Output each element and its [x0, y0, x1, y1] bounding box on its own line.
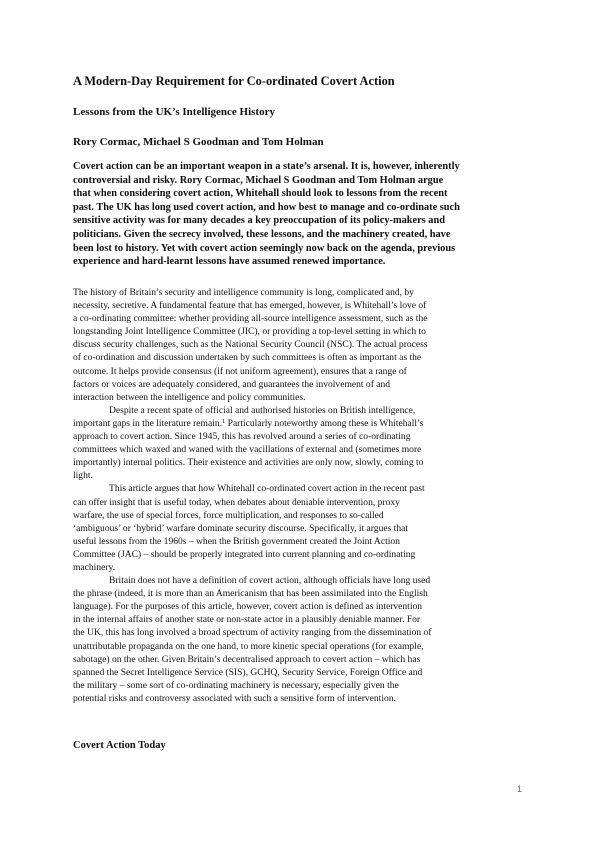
body-line: This article argues that how Whitehall co-ordinated covert action in the recent past [109, 483, 425, 495]
body-line: spanned the Secret Intelligence Service (SIS), GCHQ, Security Service, Foreign Office and [73, 666, 423, 678]
body-line: can offer insight that is useful today, when debates about deniable intervention, proxy [73, 496, 400, 508]
body-line-text: important gaps in the literature remain. [73, 417, 222, 429]
body-line: sabotage) on the other. Given Britain’s decentralised approach to covert action – which has [73, 653, 421, 665]
body-line: ‘ambiguous’ or ‘hybrid’ warfare dominate security discourse. Specifically, it argues that [73, 522, 409, 534]
body-line: potential risks and controversy associated with such a sensitive form of intervention. [73, 692, 396, 704]
body-line: discuss security challenges, such as the National Security Council (NSC). The actual process [73, 339, 428, 351]
body-line: importantly) internal politics. Their existence and activities are only now, slowly, coming to [73, 457, 424, 469]
body-line-with-footnote [73, 417, 523, 430]
body-line: outcome. It helps provide consensus (if not uniform agreement), ensures that a range of [73, 365, 407, 377]
body-line: longstanding Joint Intelligence Committee (JIC), or providing a top-level setting in which to [73, 326, 426, 338]
body-line: in the internal affairs of another state or non-state actor in a plausibly deniable manner. For [73, 614, 421, 626]
body-line: warfare, the use of special forces, force multiplication, and responses to so-called [73, 509, 384, 521]
abstract-line: politicians. Given the secrecy involved, these lessons, and the machinery created, have [73, 228, 451, 240]
abstract-line: past. The UK has long used covert action, and how best to manage and co-ordinate such [73, 201, 460, 213]
body-line: the military – some sort of co-ordinating machinery is necessary, especially given the [73, 679, 399, 691]
footnote-marker[interactable]: 1 [222, 417, 226, 425]
body-line: Britain does not have a definition of covert action, although officials have long used [109, 575, 431, 587]
body-text [73, 286, 523, 705]
body-line-text: Particularly noteworthy among these is Whitehall’s [225, 417, 424, 429]
body-line: Committee (JAC) – should be properly integrated into current planning and co-ordinating [73, 548, 416, 560]
page-number: 1 [517, 784, 523, 794]
body-line: approach to covert action. Since 1945, this has revolved around a series of co-ordinating [73, 431, 411, 443]
abstract-line: that when considering covert action, Whitehall should look to lessons from the recent [73, 188, 448, 200]
body-line: of co-ordination and discussion undertaken by such committees is often as important as the [73, 352, 422, 364]
body-line: machinery. [73, 561, 116, 573]
section-heading: Covert Action Today [73, 740, 166, 751]
article-authors: Rory Cormac, Michael S Goodman and Tom Holman [73, 136, 324, 148]
body-line: interaction between the intelligence and policy communities. [73, 391, 306, 403]
body-line: The history of Britain’s security and intelligence community is long, complicated and, by [73, 287, 414, 298]
body-line: a co-ordinating committee: whether providing all-source intelligence assessment, such as the [73, 313, 428, 325]
body-line: the phrase (indeed, it is more than an Americanism that has been assimilated into the English [73, 588, 428, 600]
abstract-line: controversial and risky. Rory Cormac, Michael S Goodman and Tom Holman argue [73, 174, 444, 186]
abstract-line: experience and hard-learnt lessons have assumed renewed importance. [73, 256, 386, 268]
body-line: necessity, secretive. A fundamental feature that has emerged, however, is Whitehall’s love of [73, 300, 427, 312]
body-line: useful lessons from the 1960s – when the British government created the Joint Action [73, 535, 400, 547]
article-title: A Modern-Day Requirement for Co-ordinated Covert Action [73, 74, 395, 88]
abstract [73, 160, 523, 269]
abstract-line: been lost to history. Yet with covert action seemingly now back on the agenda, previous [73, 242, 456, 254]
body-line: language). For the purposes of this article, however, covert action is defined as intervention [73, 601, 423, 613]
body-line: the UK, this has long involved a broad spectrum of activity ranging from the dissemination of [73, 627, 432, 639]
abstract-line: Covert action can be an important weapon in a state’s arsenal. It is, however, inherently [73, 161, 460, 172]
body-line: light. [73, 470, 93, 482]
body-line: factors or voices are adequately considered, and guarantees the involvement of and [73, 378, 391, 390]
abstract-line: sensitive activity was for many decades a key preoccupation of its policy-makers and [73, 215, 445, 227]
article-subtitle: Lessons from the UK’s Intelligence History [73, 106, 275, 118]
body-line: Despite a recent spate of official and authorised histories on British intelligence, [109, 404, 416, 416]
body-line: committees which waxed and waned with the vacillations of external and (sometimes more [73, 444, 422, 456]
body-line: unattributable propaganda on the one hand, to more kinetic special operations (for example, [73, 640, 424, 652]
